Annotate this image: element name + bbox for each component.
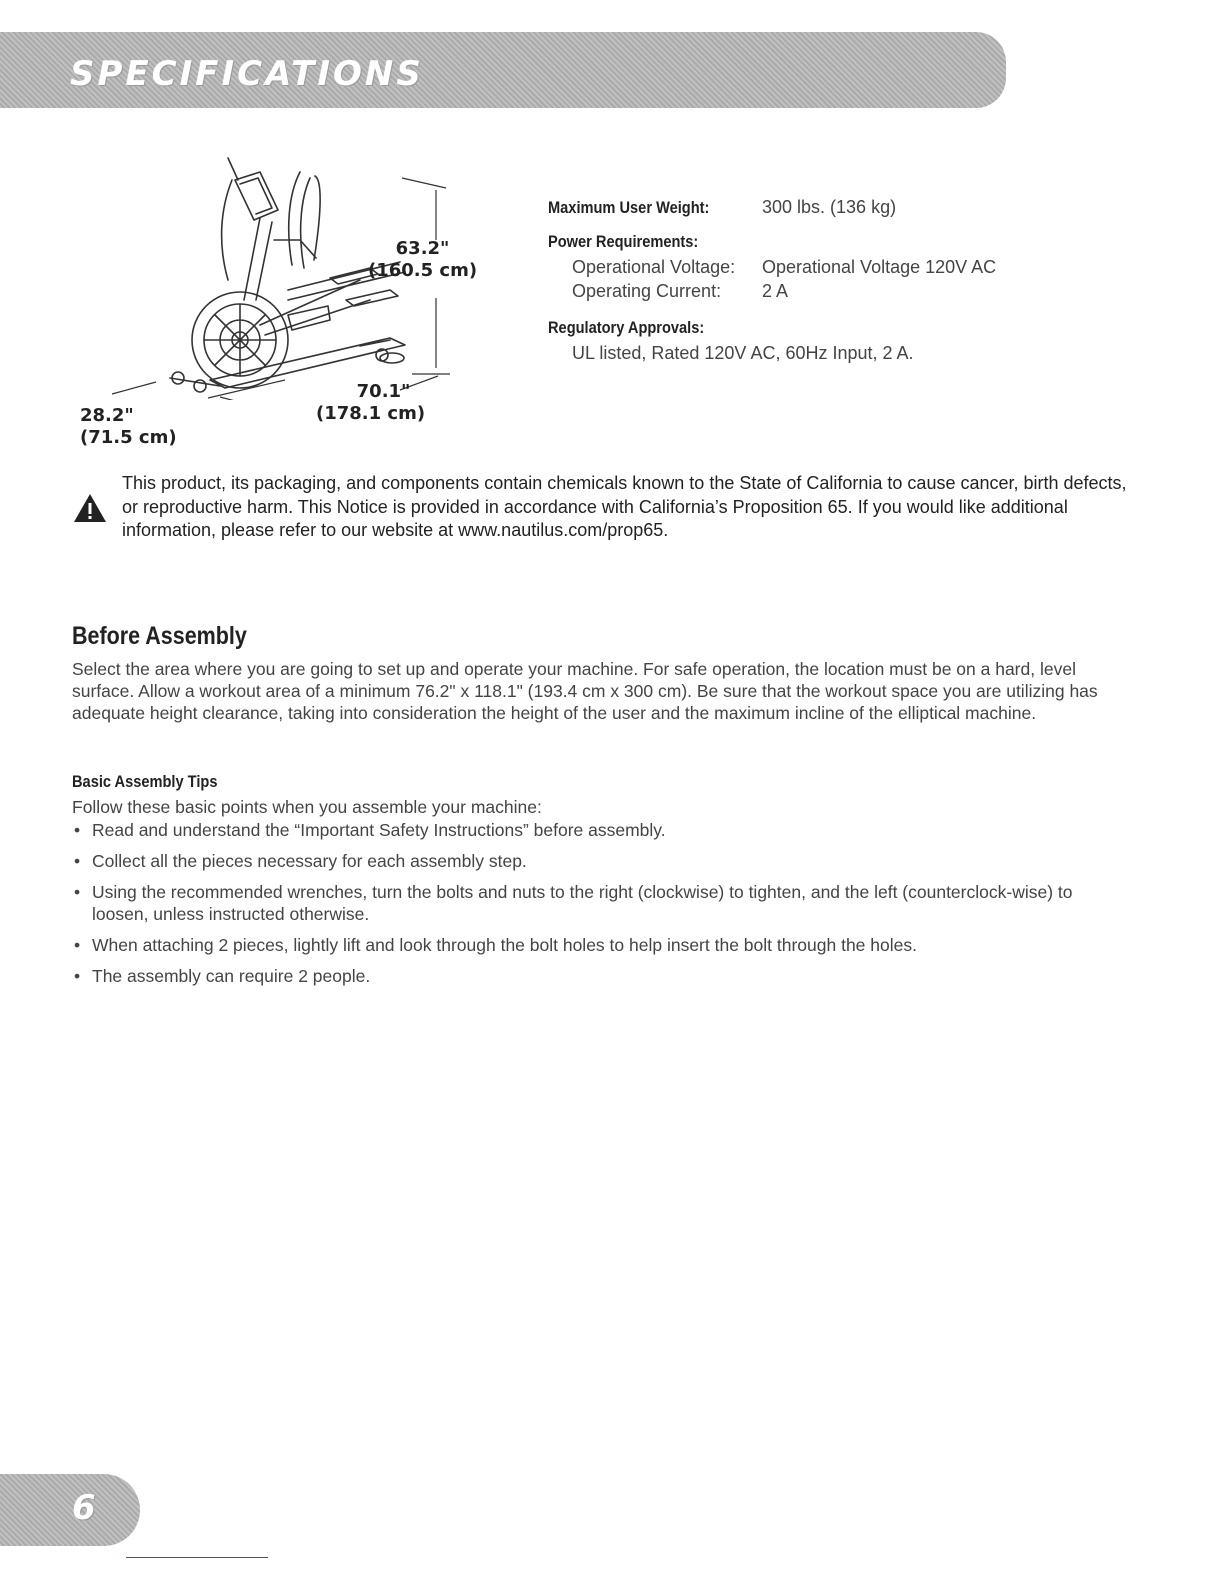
section-header-banner	[0, 32, 1006, 108]
current-label: Operating Current:	[572, 281, 722, 301]
before-assembly-heading: Before Assembly	[72, 622, 247, 650]
assembly-tips-list	[72, 819, 1132, 996]
length-dimension	[316, 381, 425, 425]
height-dimension	[368, 238, 477, 282]
max-weight-value: 300 lbs. (136 kg)	[762, 197, 897, 217]
length-centimeters: (178.1 cm)	[316, 403, 426, 424]
list-item: • The assembly can require 2 people.	[74, 966, 371, 986]
list-item: • Collect all the pieces necessary for each assembly step.	[74, 851, 527, 871]
width-inches: 28.2"	[80, 405, 134, 426]
height-centimeters: (160.5 cm)	[368, 260, 478, 281]
voltage-row	[548, 256, 1148, 280]
bullet-icon: •	[74, 851, 81, 871]
voltage-value: Operational Voltage 120V AC	[762, 257, 997, 277]
list-item: • Using the recommended wrenches, turn the bolts and nuts to the right (clockwise) to tighten, and the left (counterclock-wise) to loosen, unless instructed otherwise.	[74, 882, 1073, 924]
current-value: 2 A	[762, 281, 789, 301]
power-requirements-label: Power Requirements:	[548, 232, 699, 251]
assembly-tips-intro: Follow these basic points when you assemble your machine:	[72, 797, 542, 817]
bullet-icon: •	[74, 935, 81, 955]
bullet-icon: •	[74, 966, 81, 986]
page-number-tab	[0, 1474, 140, 1546]
regulatory-row	[548, 316, 1148, 342]
max-weight-row	[548, 196, 1148, 222]
warning-text: This product, its packaging, and components contain chemicals known to the State of California to cause cancer, birth defects, or reproductive harm. This Notice is provided in accordance with California’s Proposition 65. If you would like additional information, please refer to our website at www.nautilus.com/prop65.	[122, 473, 1127, 540]
regulatory-value: UL listed, Rated 120V AC, 60Hz Input, 2 A.	[572, 343, 914, 363]
length-inches: 70.1"	[356, 381, 411, 402]
power-requirements-row	[548, 230, 1148, 256]
section-title: SPECIFICATIONS	[70, 54, 424, 94]
regulatory-value-row	[548, 342, 1148, 366]
current-row	[548, 280, 1148, 304]
bullet-icon: •	[74, 882, 81, 902]
specifications-list	[548, 196, 1148, 366]
assembly-tips-heading: Basic Assembly Tips	[72, 772, 218, 791]
width-centimeters: (71.5 cm)	[80, 427, 177, 448]
footer-divider	[126, 1557, 268, 1558]
max-weight-label: Maximum User Weight:	[548, 198, 710, 217]
width-dimension	[80, 405, 177, 449]
voltage-label: Operational Voltage:	[572, 257, 736, 277]
bullet-icon: •	[74, 820, 81, 840]
list-item: • Read and understand the “Important Safety Instructions” before assembly.	[74, 820, 666, 840]
regulatory-label: Regulatory Approvals:	[548, 318, 705, 337]
height-inches: 63.2"	[395, 238, 450, 259]
page-number: 6	[72, 1488, 96, 1528]
list-item: • When attaching 2 pieces, lightly lift and look through the bolt holes to help insert the bolt through the holes.	[74, 935, 917, 955]
warning-triangle-icon	[72, 492, 108, 524]
before-assembly-body: Select the area where you are going to set up and operate your machine. For safe operation, the location must be on a hard, level surface. Allow a workout area of a minimum 76.2" x 118.1" (193.4 cm x 300 cm). Be sure that the workout space you are utilizing has adequate height clearance, taking into consideration the height of the user and the maximum incline of the elliptical machine.	[72, 659, 1098, 723]
